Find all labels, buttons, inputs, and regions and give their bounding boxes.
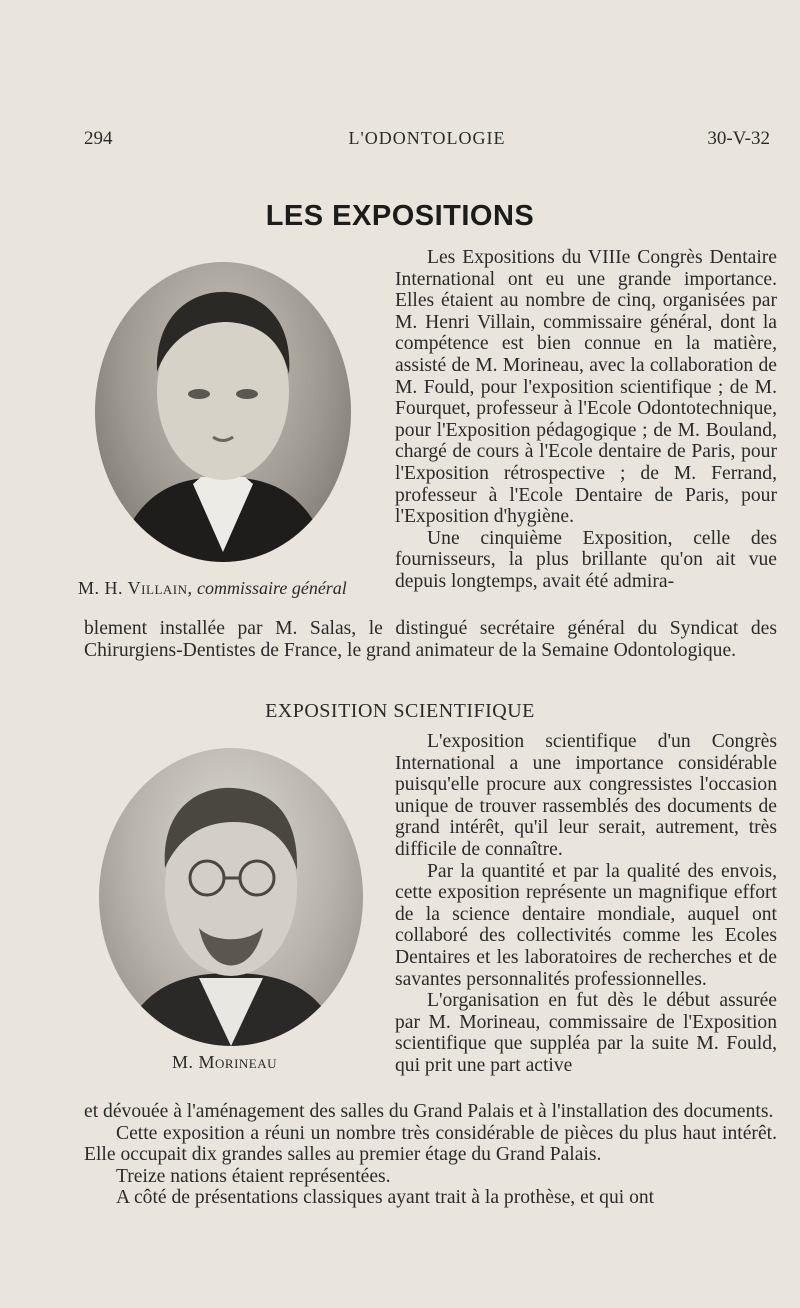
running-title: L'ODONTOLOGIE [348,128,506,148]
section-heading: EXPOSITION SCIENTIFIQUE [265,700,535,722]
issue-date: 30-V-32 [707,128,770,149]
running-header [84,128,770,156]
article-title: LES EXPOSITIONS [265,200,535,232]
science-paragraph-1: L'exposition scientifique d'un Congrès International a une importance considérable puisqu'elle procure aux congressistes l'occasion unique de trouver rassemblés des documents de grand intérêt, qu'il leur serait, autrement, très difficile de connaître. [395,731,777,860]
intro-paragraph-2-start: Une cinquième Exposition, celle des fournisseurs, la plus brillante qu'on ait vue depuis longtemps, avait été admira- [395,527,777,592]
science-paragraph-6: A côté de présentations classiques ayant trait à la prothèse, et qui ont [116,1187,655,1209]
science-paragraph-2: Par la quantité et par la qualité des envois, cette exposition représente un magnifique effort de la science dentaire mondiale, auquel ont collaboré des collectivités comme les Ecoles Dentaires et les laboratoires de recherches et de savantes personnalités professionnelles. [395,860,777,990]
portrait-morineau-figure [99,748,363,1046]
science-paragraph-3-end: et dévouée à l'aménagement des salles du Grand Palais et à l'installation des documents. [84,1101,774,1122]
caption-villain-name: M. H. Villain, [78,578,193,598]
science-column [395,731,777,1077]
intro-paragraph-2-end: blement installée par M. Salas, le distingué secrétaire général du Syndicat des Chirurgiens-Dentistes de France, le grand animateur de la Semaine Odontologique. [84,618,777,661]
science-paragraph-5: Treize nations étaient représentées. [116,1165,391,1187]
science-paragraph-3-start: L'organisation en fut dès le début assurée par M. Morineau, commissaire de l'Exposition scientifique que suppléa par la suite M. Fould, qui prit une part active [395,990,777,1076]
portrait-villain-figure [95,262,351,562]
intro-full [84,618,777,661]
page-number: 294 [84,128,113,149]
portrait-villain [95,262,351,562]
science-paragraph-4: Cette exposition a réuni un nombre très considérable de pièces du plus haut intérêt. Elle occupait dix grandes salles au premier étage du Grand Palais. [84,1122,777,1166]
caption-morineau: M. Morineau [172,1052,278,1072]
science-full [84,1101,777,1209]
portrait-morineau [99,748,363,1046]
caption-villain [78,578,347,599]
intro-paragraph-1: Les Expositions du VIIIe Congrès Dentaire International ont eu une grande importance. Elles étaient au nombre de cinq, organisées par M. Henri Villain, commissaire général, dont la compétence est bien connue en la matière, assisté de M. Morineau, avec la collaboration de M. Fould, pour l'exposition scientifique ; de M. Fourquet, professeur à l'Ecole Odontotechnique, pour l'Exposition pédagogique ; de M. Bouland, chargé de cours à l'Ecole dentaire de Paris, pour l'Exposition rétrospective ; de M. Ferrand, professeur à l'Ecole Dentaire de Paris, pour l'Exposition d'hygiène. [395,247,777,528]
caption-villain-role: commissaire général [197,578,347,598]
intro-column [395,247,777,593]
